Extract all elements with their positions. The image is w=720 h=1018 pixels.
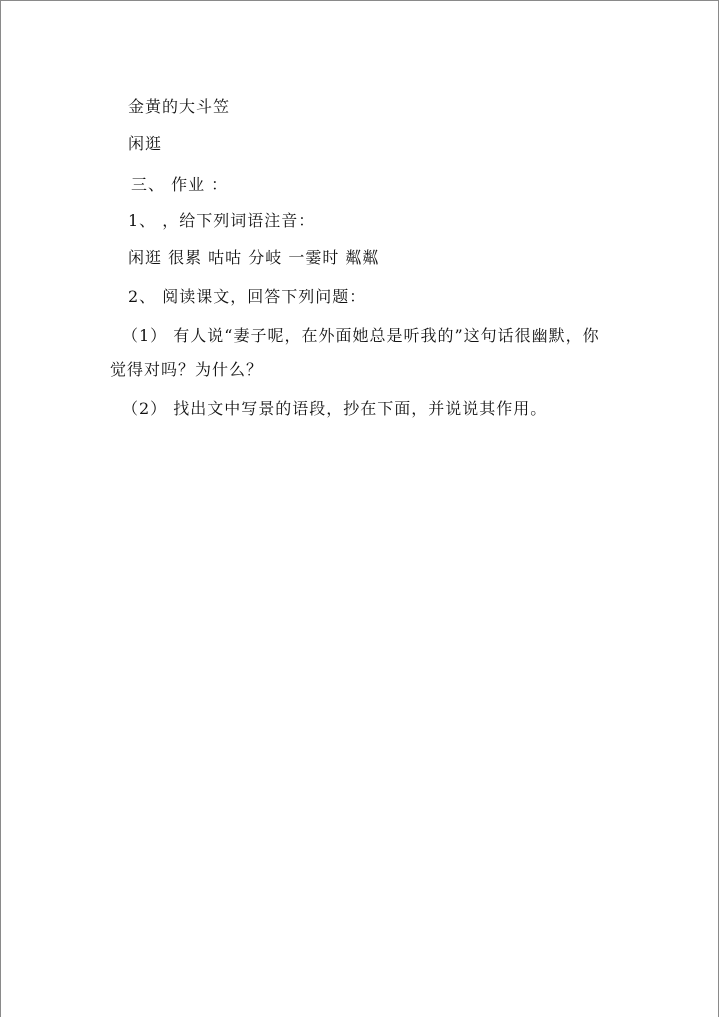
subquestion-1-continued: 觉得对吗？为什么？ [110, 360, 264, 379]
text-line-2: 闲逛 [128, 134, 163, 153]
section-heading-homework: 三、 作业 ： [131, 175, 229, 194]
subquestion-2: （2） 找出文中写景的语段，抄在下面，并说说其作用。 [122, 399, 548, 418]
question-1: 1、 ，给下列词语注音： [128, 211, 316, 230]
question-2: 2、 阅读课文，回答下列问题： [128, 287, 367, 306]
text-line-1: 金黄的大斗笠 [128, 97, 231, 116]
subquestion-1: （1） 有人说“妻子呢，在外面她总是听我的”这句话很幽默，你 [122, 326, 600, 345]
vocabulary-words: 闲逛 很累 咕咕 分岐 一霎时 粼粼 [128, 248, 380, 267]
